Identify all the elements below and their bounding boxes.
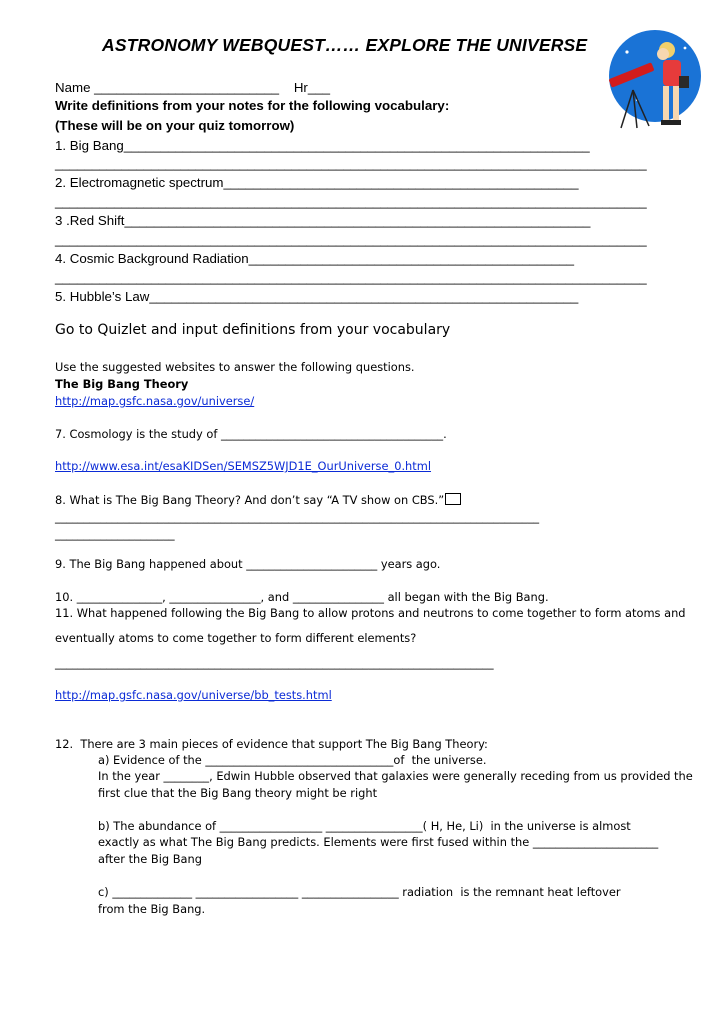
question-11-cont: eventually atoms to come together to form different elements? (55, 631, 417, 645)
question-10: 10. _______________, ________________, and ________________ all began with the Big Bang. (55, 590, 549, 604)
vocab-blank-line: ________________________________________________________________________________ (55, 232, 647, 247)
answer-blank-line: _____________________ (55, 527, 175, 541)
instruction-quiz: (These will be on your quiz tomorrow) (55, 118, 295, 133)
astronomer-telescope-icon (607, 30, 703, 130)
answer-blank-line: _____________________________________________________________________________________ (55, 510, 540, 524)
vocab-item: 5. Hubble’s Law__________________________________________________________ (55, 289, 579, 304)
question-8-text: 8. What is The Big Bang Theory? And don’t say “A TV show on CBS.” (55, 493, 445, 507)
vocab-item: 3 .Red Shift_______________________________________________________________ (55, 213, 591, 228)
intro-text: Use the suggested websites to answer the following questions. (55, 360, 415, 374)
link-nasa-universe[interactable]: http://map.gsfc.nasa.gov/universe/ (55, 394, 255, 408)
missing-glyph-icon (445, 493, 461, 505)
vocab-blank-line: ________________________________________________________________________________ (55, 156, 647, 171)
link-nasa-bb-tests[interactable]: http://map.gsfc.nasa.gov/universe/bb_tests.html (55, 688, 332, 702)
question-12a-cont: In the year ________, Edwin Hubble observed that galaxies were generally receding from us provided the (98, 769, 693, 783)
question-12b-cont: after the Big Bang (98, 852, 202, 866)
instruction-vocabulary: Write definitions from your notes for the following vocabulary: (55, 98, 450, 113)
question-12c-cont: from the Big Bang. (98, 902, 206, 916)
question-12b: b) The abundance of __________________ _________________( H, He, Li) in the universe is almost (98, 819, 631, 833)
vocab-blank-line: ________________________________________________________________________________ (55, 194, 647, 209)
question-8 (55, 493, 461, 507)
question-12a: a) Evidence of the _________________________________of the universe. (98, 753, 487, 767)
quizlet-instruction: Go to Quizlet and input definitions from your vocabulary (55, 322, 451, 338)
link-esa-our-universe[interactable]: http://www.esa.int/esaKIDSen/SEMSZ5WJD1E_OurUniverse_0.html (55, 459, 432, 473)
question-12a-cont: first clue that the Big Bang theory might be right (98, 786, 378, 800)
question-7: 7. Cosmology is the study of _______________________________________. (55, 427, 447, 441)
vocab-item: 1. Big Bang_______________________________________________________________ (55, 138, 590, 153)
vocab-item: 4. Cosmic Background Radiation____________________________________________ (55, 251, 575, 266)
question-11: 11. What happened following the Big Bang to allow protons and neutrons to come together to form atoms and (55, 606, 686, 620)
question-12: 12. There are 3 main pieces of evidence that support The Big Bang Theory: (55, 737, 488, 751)
section-heading: The Big Bang Theory (55, 377, 189, 391)
question-9: 9. The Big Bang happened about _______________________ years ago. (55, 557, 441, 571)
name-hour-line: Name _________________________ Hr___ (55, 80, 331, 95)
vocab-item: 2. Electromagnetic spectrum________________________________________________ (55, 175, 579, 190)
question-12b-cont: exactly as what The Big Bang predicts. Elements were first fused within the ______________________ (98, 835, 659, 849)
question-12c: c) ______________ __________________ _________________ radiation is the remnant heat leftover (98, 885, 621, 899)
page-title: ASTRONOMY WEBQUEST…… EXPLORE THE UNIVERSE (102, 35, 588, 55)
vocab-blank-line: ________________________________________________________________________________ (55, 270, 647, 285)
answer-blank-line: _____________________________________________________________________________ (55, 656, 494, 670)
